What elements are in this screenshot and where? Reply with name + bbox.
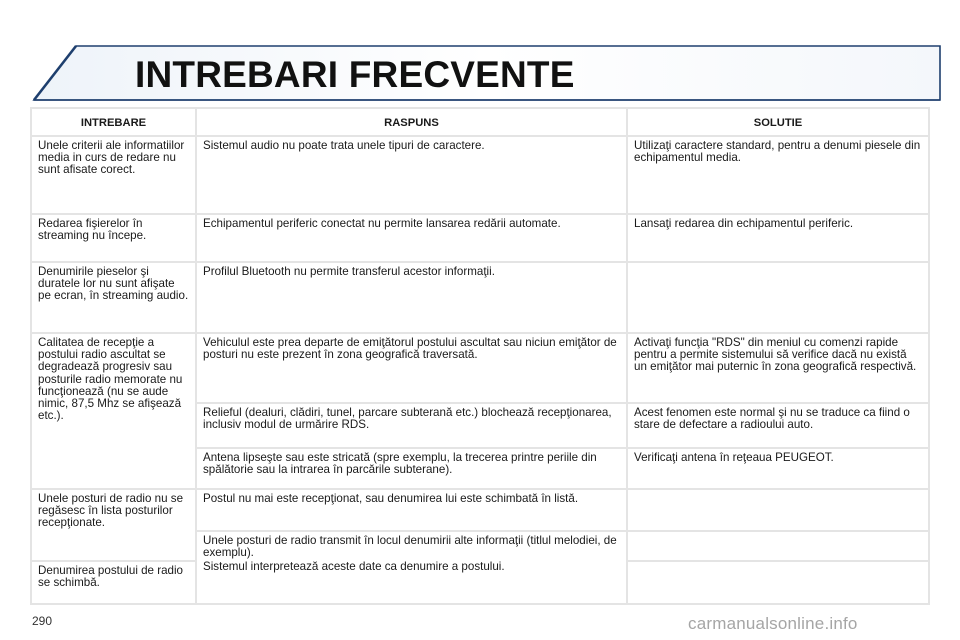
question-cell: Denumirea postului de radio se schimbă. — [32, 562, 195, 603]
watermark: carmanualsonline.info — [688, 614, 858, 633]
answer-cell: Antena lipseşte sau este stricată (spre exemplu, la trecerea printre periile din spălătorie sau la intrarea în parcările subterane). — [197, 449, 626, 488]
answer-cell — [197, 532, 626, 603]
solution-cell: Acest fenomen este normal şi nu se traduce ca fiind o stare de defectare a radioului auto. — [628, 404, 928, 447]
question-cell: Unele posturi de radio nu se regăsesc în lista posturilor recepţionate. — [32, 490, 195, 560]
question-cell: Calitatea de recepţie a postului radio ascultat se degradează progresiv sau posturile radio memorate nu funcţionează (nu se aude nimic, 87,5 Mhz se afişează etc.). — [32, 334, 195, 488]
answer-cell: Vehiculul este prea departe de emiţătorul postului ascultat sau niciun emiţător de posturi nu este prezent în zona geografică traversată. — [197, 334, 626, 402]
page-title: INTREBARI FRECVENTE — [135, 54, 575, 95]
solution-cell — [628, 263, 928, 332]
solution-cell: Lansaţi redarea din echipamentul periferic. — [628, 215, 928, 261]
answer-paragraph: Sistemul interpretează aceste date ca denumire a postului. — [203, 560, 505, 574]
solution-cell — [628, 532, 928, 560]
answer-cell: Echipamentul periferic conectat nu permite lansarea redării automate. — [197, 215, 626, 261]
question-cell: Denumirile pieselor şi duratele lor nu sunt afişate pe ecran, în streaming audio. — [32, 263, 195, 332]
solution-cell: Activaţi funcţia "RDS" din meniul cu comenzi rapide pentru a permite sistemului să verifice dacă nu există un emiţător mai puternic în zona geografică respectivă. — [628, 334, 928, 402]
page-number: 290 — [32, 614, 53, 628]
solution-cell: Verificaţi antena în reţeaua PEUGEOT. — [628, 449, 928, 488]
answer-cell: Postul nu mai este recepţionat, sau denumirea lui este schimbată în listă. — [197, 490, 626, 530]
solution-cell — [628, 490, 928, 530]
answer-cell: Relieful (dealuri, clădiri, tunel, parcare subterană etc.) blochează recepţionarea, inclusiv modul de urmărire RDS. — [197, 404, 626, 447]
header-answer: RASPUNS — [197, 109, 626, 135]
solution-cell — [628, 562, 928, 603]
faq-table — [30, 107, 930, 605]
header-solution: SOLUTIE — [628, 109, 928, 135]
solution-cell: Utilizaţi caractere standard, pentru a denumi piesele din echipamentul media. — [628, 137, 928, 213]
answer-cell: Profilul Bluetooth nu permite transferul acestor informaţii. — [197, 263, 626, 332]
header-question: INTREBARE — [32, 109, 195, 135]
question-cell: Redarea fişierelor în streaming nu începe. — [32, 215, 195, 261]
answer-cell: Sistemul audio nu poate trata unele tipuri de caractere. — [197, 137, 626, 213]
answer-paragraph: Unele posturi de radio transmit în locul denumirii alte informaţii (titlul melodiei, de exemplu). — [203, 534, 617, 560]
question-cell: Unele criterii ale informatiilor media in curs de redare nu sunt afisate corect. — [32, 137, 195, 213]
